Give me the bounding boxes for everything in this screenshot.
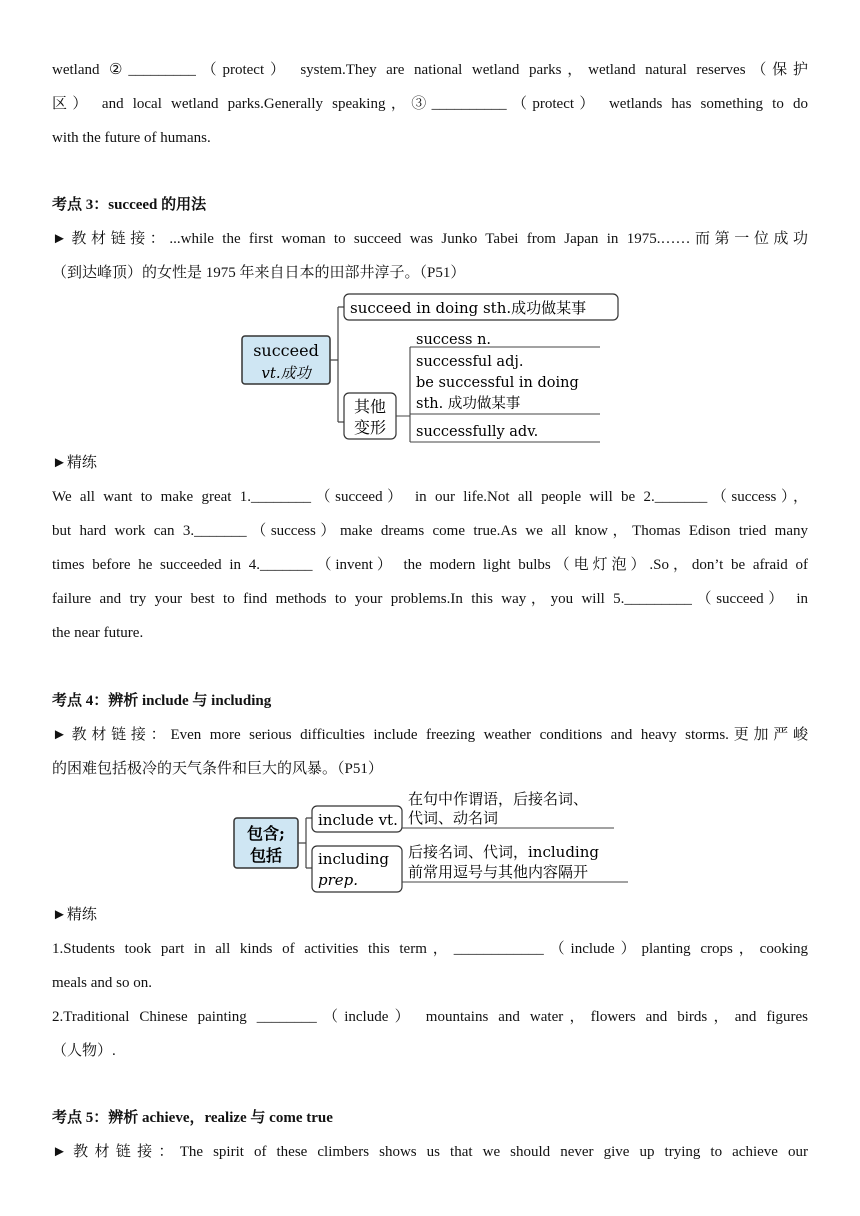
section4-link-line-2: 的困难包括极冷的天气条件和巨大的风暴。（P51） xyxy=(52,761,383,777)
intro-line-2: 区） and local wetland parks.Generally speaking，③__________（protect） wetlands has something to do xyxy=(52,96,808,112)
include-branch1-desc-1: 在句中作谓语，后接名词、 xyxy=(408,790,589,808)
include-connector xyxy=(298,818,312,868)
section3-practice-line-5: the near future. xyxy=(52,625,144,641)
include-branch2-label-1: including xyxy=(318,850,389,868)
include-mind-map xyxy=(232,788,632,894)
section4-heading: 考点 4：辨析 include 与 including xyxy=(52,693,272,709)
section3-practice-line-3: times before he succeeded in 4._______（invent） the modern light bulbs（电灯泡）.So，don’t be afraid of xyxy=(52,557,808,573)
include-branch1-label: include vt. xyxy=(318,811,398,829)
include-branch2-desc-1: 后接名词、代词，including xyxy=(408,843,599,861)
succeed-item-success: success n. xyxy=(416,332,492,348)
section4-practice-line-3: 2.Traditional Chinese painting ________（include） mountains and water，flowers and birds，and figures xyxy=(52,1009,808,1025)
section3-link-line-1: ►教材链接：...while the first woman to succeed was Junko Tabei from Japan in 1975.……而第一位成功 xyxy=(52,231,808,247)
include-branch1-desc-2: 代词、动名词 xyxy=(408,809,499,827)
include-branch2-desc-2: 前常用逗号与其他内容隔开 xyxy=(408,863,589,881)
section4-practice-line-2: meals and so on. xyxy=(52,975,152,991)
section3-practice-line-1: We all want to make great 1.________（succeed） in our life.Not all people will be 2._______（success）， xyxy=(52,489,808,505)
section3-practice-line-2: but hard work can 3._______（success）make dreams come true.As we all know，Thomas Edison tried many xyxy=(52,523,808,539)
section4-practice-line-4: （人物）. xyxy=(52,1043,116,1059)
intro-line-3: with the future of humans. xyxy=(52,130,211,146)
include-root-line-2: 包括 xyxy=(249,846,283,865)
section4-practice-line-1: 1.Students took part in all kinds of activities this term，____________（include）planting crops，cooking xyxy=(52,941,808,957)
succeed-item-successful: successful adj. xyxy=(416,354,524,370)
succeed-root-meaning: vt.成功 xyxy=(261,364,311,382)
section3-practice-line-4: failure and try your best to find methods to your problems.In this way，you will 5._________（succeed） in xyxy=(52,591,808,607)
section5-link-line-1: ►教材链接：The spirit of these climbers shows us that we should never give up trying to achieve our xyxy=(52,1144,808,1160)
succeed-item-sth: sth. 成功做某事 xyxy=(416,396,521,412)
succeed-mind-map xyxy=(238,290,628,446)
section3-heading: 考点 3：succeed 的用法 xyxy=(52,197,207,213)
section5-heading: 考点 5：辨析 achieve，realize 与 come true xyxy=(52,1110,333,1126)
section3-practice-label: ►精练 xyxy=(52,455,97,471)
succeed-item-be-successful: be successful in doing xyxy=(416,375,579,391)
succeed-item-successfully: successfully adv. xyxy=(416,424,539,440)
include-branch2-label-2: prep. xyxy=(318,871,359,889)
succeed-branch2-label-2: 变形 xyxy=(353,418,387,437)
include-root-line-1: 包含; xyxy=(247,824,285,843)
section4-link-line-1: ►教材链接：Even more serious difficulties include freezing weather conditions and heavy storms.更加严峻 xyxy=(52,727,808,743)
succeed-branch2-label-1: 其他 xyxy=(353,397,387,416)
succeed-connector xyxy=(330,307,344,422)
succeed-root-word: succeed xyxy=(253,341,319,360)
intro-line-1: wetland ②_________（protect） system.They are national wetland parks，wetland natural reserves（保护 xyxy=(52,62,808,78)
succeed-branch1-text: succeed in doing sth.成功做某事 xyxy=(350,299,587,317)
section4-practice-label: ►精练 xyxy=(52,907,97,923)
section3-link-line-2: （到达峰顶）的女性是 1975 年来自日本的田部井淳子。（P51） xyxy=(52,265,466,281)
